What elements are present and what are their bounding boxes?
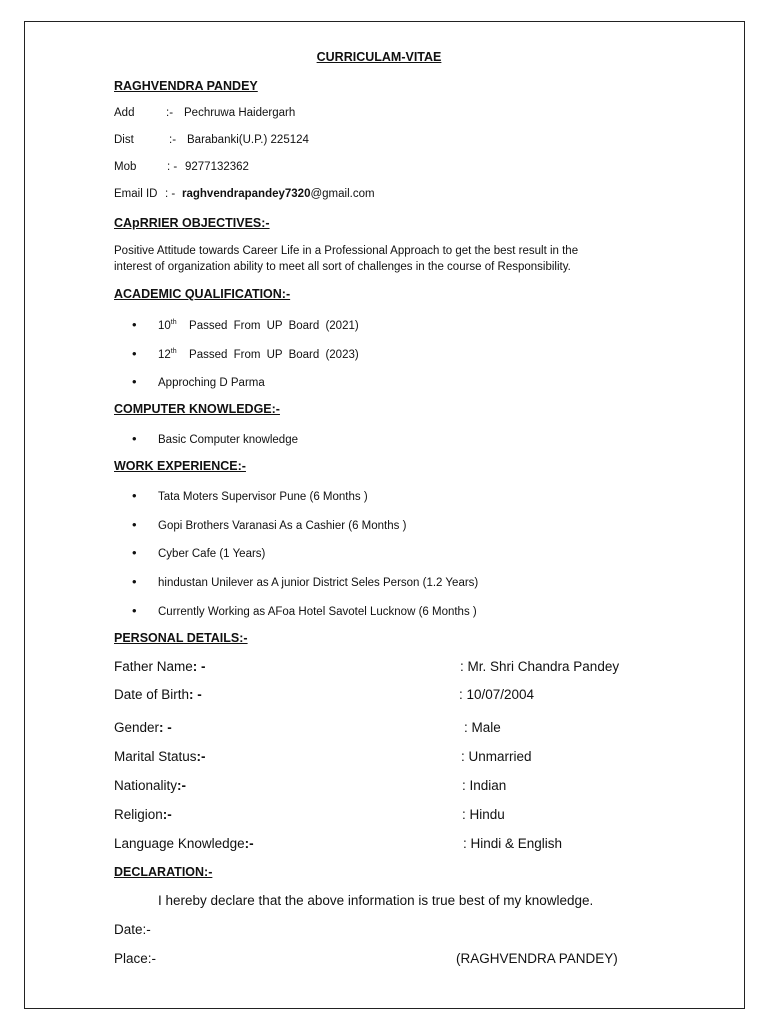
detail-separator: :- <box>244 836 254 851</box>
objectives-line-1: Positive Attitude towards Career Life in a Professional Approach to get the best result in the <box>114 245 579 257</box>
dob-value: : 10/07/2004 <box>459 687 535 702</box>
work-item-text: Cyber Cafe (1 Years) <box>158 548 266 560</box>
bullet-icon: • <box>132 517 137 532</box>
bullet-icon: • <box>132 317 137 332</box>
bullet-icon: • <box>132 545 137 560</box>
computer-item <box>132 431 298 446</box>
detail-separator: :- <box>196 749 206 764</box>
district-separator: :- <box>169 134 177 146</box>
mobile-label: Mob <box>114 161 137 173</box>
academic-item <box>132 317 359 332</box>
district-label: Dist <box>114 134 134 146</box>
academic-item-num: 10 <box>158 320 171 332</box>
nationality-value: : Indian <box>462 778 507 793</box>
father-name-value: : Mr. Shri Chandra Pandey <box>460 659 620 674</box>
academic-item-text: Passed From UP Board (2021) <box>189 320 359 332</box>
nationality-label <box>114 778 186 793</box>
bullet-icon: • <box>132 346 137 361</box>
detail-label: Language Knowledge <box>114 836 245 851</box>
academic-item-sup: th <box>170 348 177 356</box>
language-value: : Hindi & English <box>463 836 563 851</box>
marital-status-label <box>114 749 206 764</box>
marital-status-value: : Unmarried <box>461 749 532 764</box>
work-item <box>132 517 406 532</box>
address-separator: :- <box>166 107 174 119</box>
declaration-text: I hereby declare that the above information is true best of my knowledge. <box>158 893 594 908</box>
detail-separator: :- <box>177 778 187 793</box>
email-label: Email ID <box>114 188 158 200</box>
bullet-icon: • <box>132 603 137 618</box>
work-item <box>132 574 478 589</box>
detail-label: Religion <box>114 807 163 822</box>
gender-label <box>114 720 172 735</box>
district-value: Barabanki(U.P.) 225124 <box>187 134 309 146</box>
email-separator: : - <box>165 188 176 200</box>
detail-label: Nationality <box>114 778 178 793</box>
academic-item <box>132 346 359 361</box>
dob-label <box>114 687 202 702</box>
detail-label: Father Name <box>114 659 193 674</box>
bullet-icon: • <box>132 488 137 503</box>
academic-item-text: Passed From UP Board (2023) <box>189 349 359 361</box>
detail-label: Date of Birth <box>114 687 190 702</box>
academic-heading: ACADEMIC QUALIFICATION:- <box>114 287 291 301</box>
mobile-separator: : - <box>167 161 178 173</box>
objectives-heading: CApRRIER OBJECTIVES:- <box>114 216 270 230</box>
signature-name: (RAGHVENDRA PANDEY) <box>456 951 618 966</box>
detail-separator: : - <box>189 687 202 702</box>
email-user: raghvendrapandey7320 <box>182 188 311 200</box>
academic-item-text: Approching D Parma <box>158 377 265 389</box>
candidate-name: RAGHVENDRA PANDEY <box>114 79 258 93</box>
detail-label: Gender <box>114 720 160 735</box>
work-item-text: hindustan Unilever as A junior District Seles Person (1.2 Years) <box>158 577 479 589</box>
academic-item <box>132 374 265 389</box>
bullet-icon: • <box>132 574 137 589</box>
address-label: Add <box>114 107 135 119</box>
detail-separator: : - <box>159 720 172 735</box>
religion-value: : Hindu <box>462 807 505 822</box>
work-item-text: Gopi Brothers Varanasi As a Cashier (6 Months ) <box>158 520 407 532</box>
detail-separator: :- <box>162 807 172 822</box>
work-item-text: Currently Working as AFoa Hotel Savotel Lucknow (6 Months ) <box>158 606 477 618</box>
personal-heading: PERSONAL DETAILS:- <box>114 631 248 645</box>
religion-label <box>114 807 172 822</box>
date-label: Date:- <box>114 922 151 937</box>
objectives-line-2: interest of organization ability to meet all sort of challenges in the course of Responsibility. <box>114 261 571 273</box>
language-label <box>114 836 254 851</box>
work-item-text: Tata Moters Supervisor Pune (6 Months ) <box>158 491 368 503</box>
detail-label: Marital Status <box>114 749 197 764</box>
gender-value: : Male <box>464 720 501 735</box>
academic-item-sup: th <box>170 319 177 327</box>
academic-item-num: 12 <box>158 349 171 361</box>
email-value <box>182 188 375 200</box>
mobile-value: 9277132362 <box>185 161 249 173</box>
document-title: CURRICULAM-VITAE <box>316 50 442 64</box>
work-item <box>132 603 477 618</box>
father-name-label <box>114 659 206 674</box>
place-label: Place:- <box>114 951 157 966</box>
address-value: Pechruwa Haidergarh <box>184 107 296 119</box>
work-item <box>132 545 265 560</box>
computer-heading: COMPUTER KNOWLEDGE:- <box>114 402 280 416</box>
declaration-heading: DECLARATION:- <box>114 865 213 879</box>
work-heading: WORK EXPERIENCE:- <box>114 459 246 473</box>
computer-item-text: Basic Computer knowledge <box>158 434 298 446</box>
detail-separator: : - <box>192 659 206 674</box>
email-domain: @gmail.com <box>310 188 375 200</box>
work-item <box>132 488 368 503</box>
bullet-icon: • <box>132 374 137 389</box>
bullet-icon: • <box>132 431 137 446</box>
